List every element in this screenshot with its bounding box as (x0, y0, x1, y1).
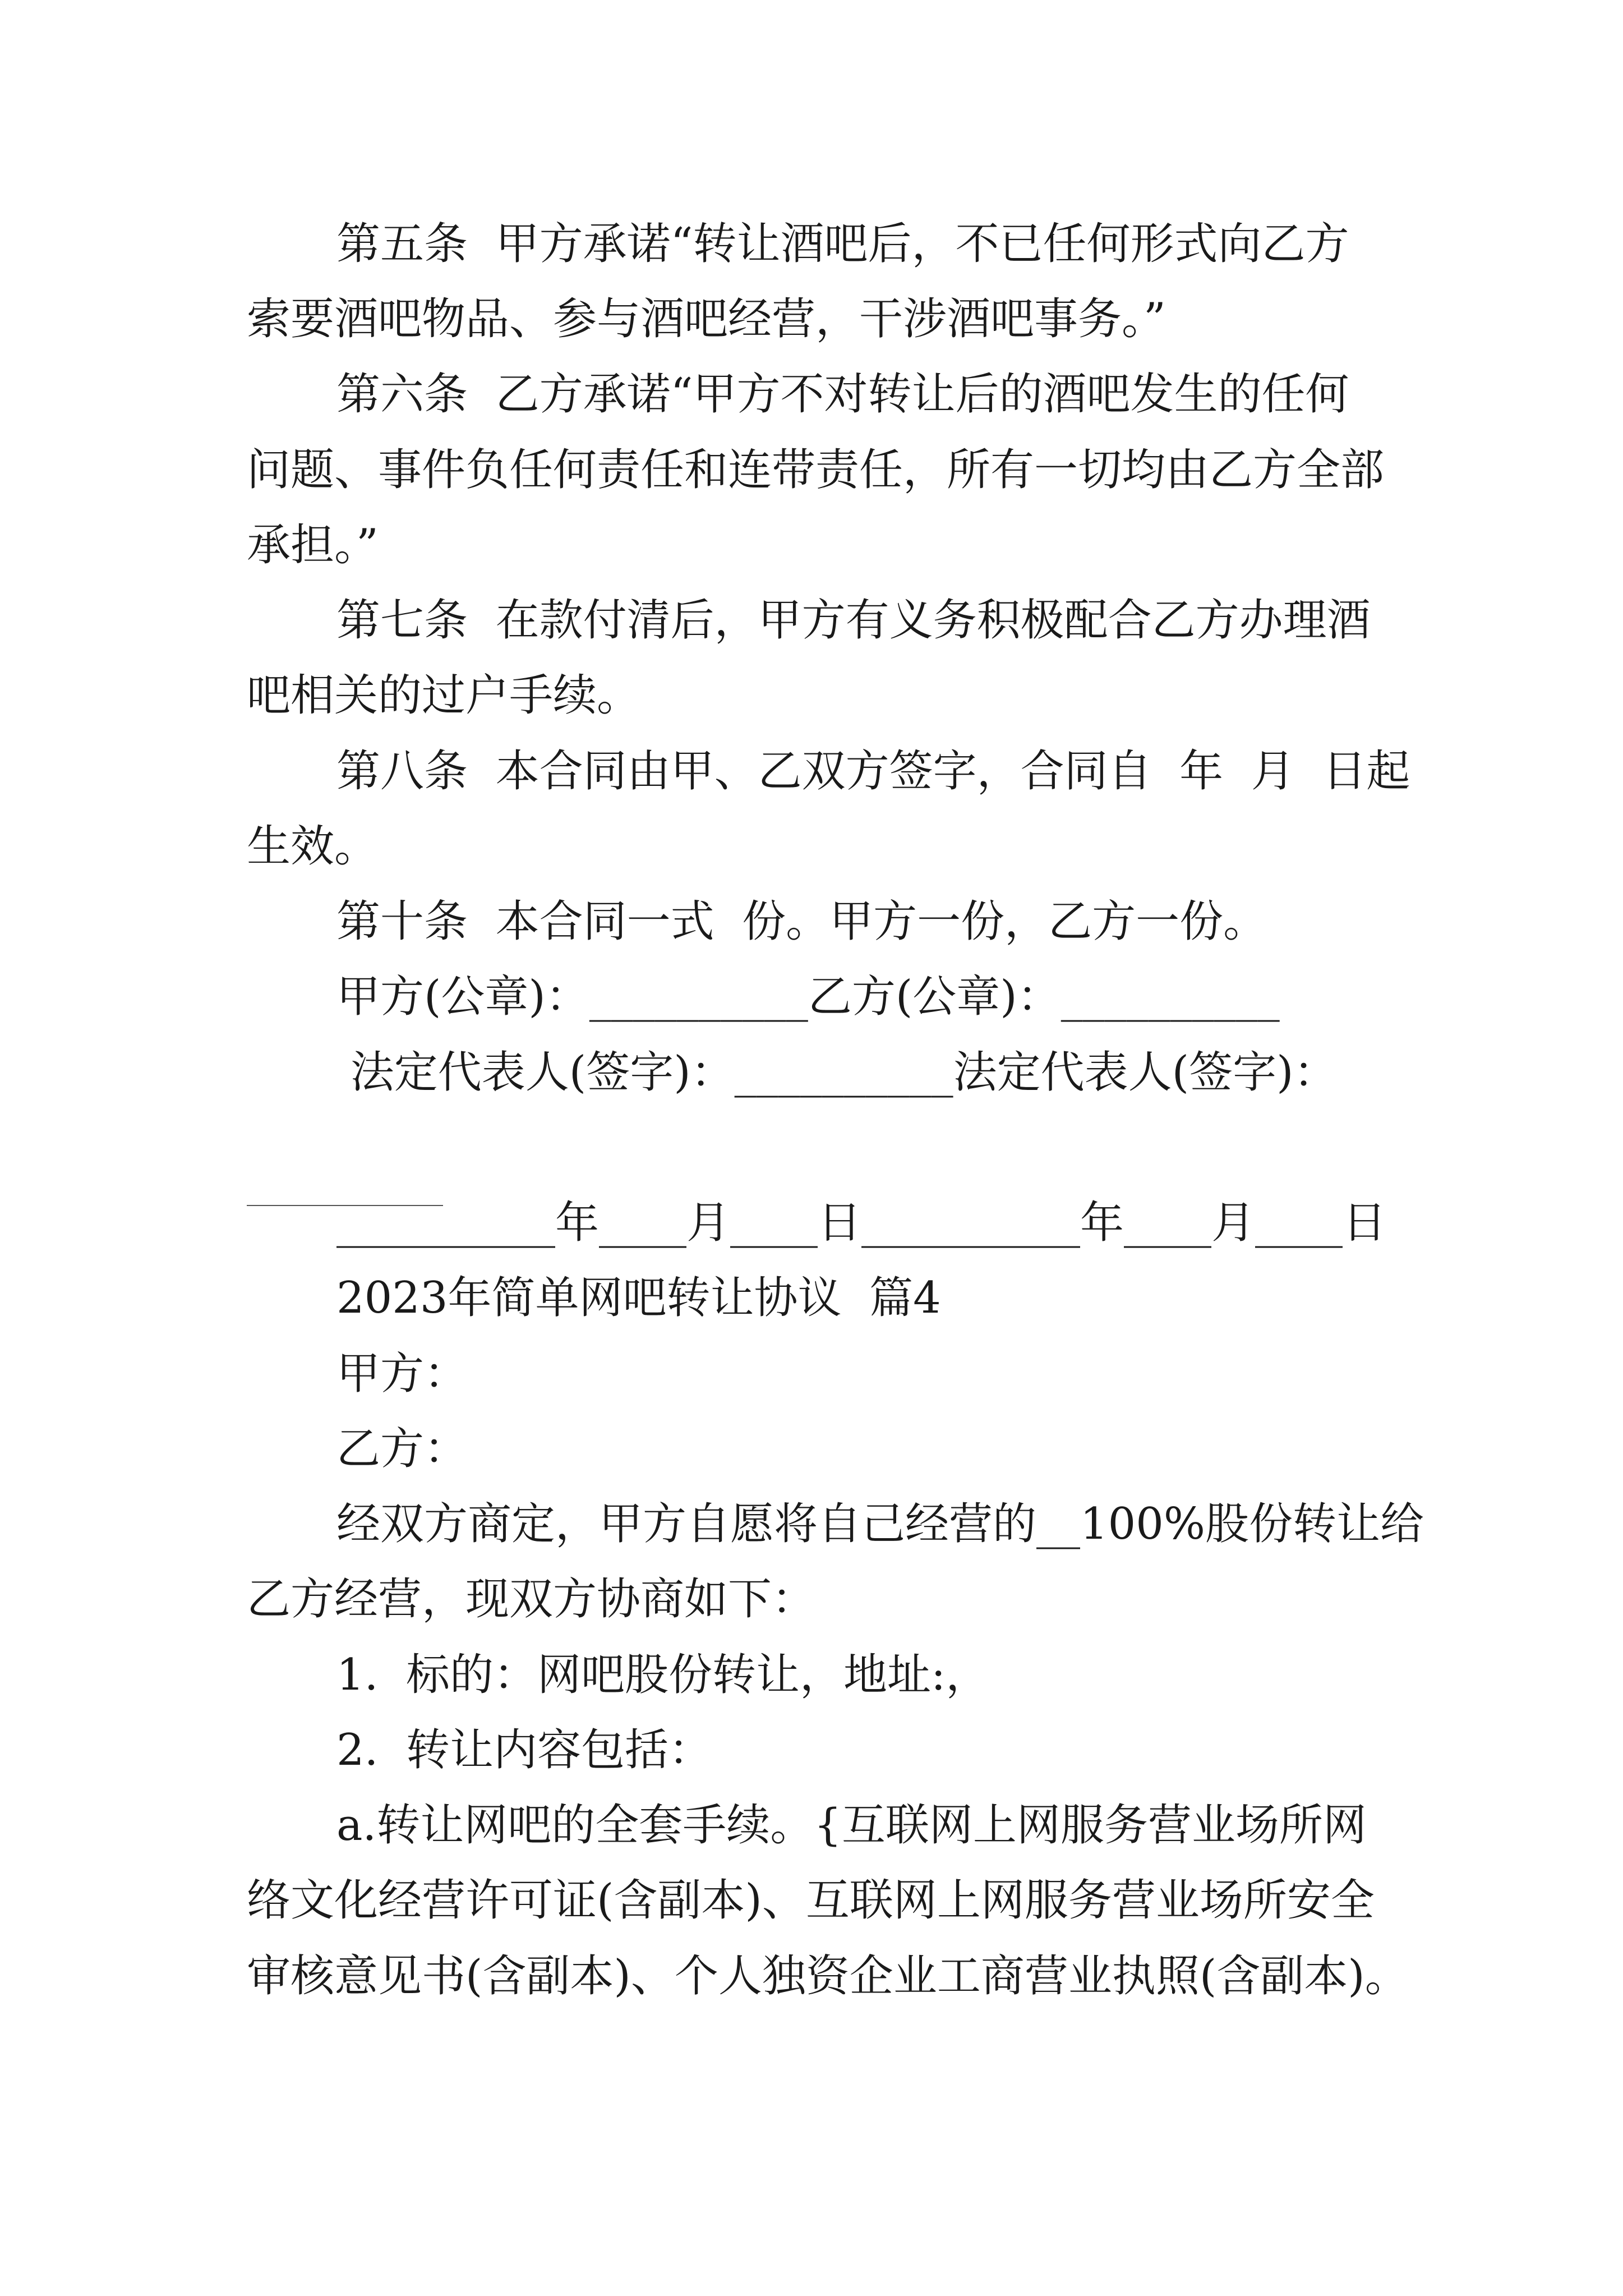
article-7-line-2: 吧相关的过户手续。 (247, 670, 641, 721)
article-6-line-3: 承担。” (247, 520, 379, 570)
article-6-line-1: 第六条 乙方承诺“甲方不对转让后的酒吧发生的任何 (336, 369, 1349, 420)
article-5-line-2: 索要酒吧物品、参与酒吧经营，干涉酒吧事务。” (247, 294, 1166, 344)
article-8-line-2: 生效。 (247, 821, 379, 872)
article-7-line-1: 第七条 在款付清后，甲方有义务积极配合乙方办理酒 (336, 595, 1371, 646)
intro-line-1: 经双方商定，甲方自愿将自己经营的__100%股份转让给 (336, 1499, 1424, 1549)
party-b-label: 乙方： (336, 1424, 468, 1474)
article-8-line-1: 第八条 本合同由甲、乙双方签字，合同自 年 月 日起 (336, 746, 1410, 797)
seal-signature-line: 甲方(公章)：__________乙方(公章)：__________ (336, 972, 1280, 1022)
intro-line-2: 乙方经营，现双方协商如下： (247, 1574, 816, 1625)
item-a-line-3: 审核意见书(含副本)、个人独资企业工商营业执照(含副本)。 (247, 1951, 1409, 2001)
article-10: 第十条 本合同一式 份。甲方一份，乙方一份。 (336, 896, 1267, 947)
section-title: 2023年简单网吧转让协议 篇4 (336, 1273, 941, 1323)
item-a-line-1: a.转让网吧的全套手续。{互联网上网服务营业场所网 (336, 1800, 1367, 1851)
date-line: __________年____月____日__________年____月____日 (336, 1198, 1387, 1248)
representative-signature-line: 法定代表人(签字)：__________法定代表人(签字)： (336, 1047, 1338, 1098)
article-5-line-1: 第五条 甲方承诺“转让酒吧后，不已任何形式向乙方 (336, 219, 1349, 269)
item-a-line-2: 络文化经营许可证(含副本)、互联网上网服务营业场所安全 (247, 1875, 1375, 1926)
item-2: 2. 转让内容包括： (336, 1725, 713, 1775)
article-6-line-2: 问题、事件负任何责任和连带责任，所有一切均由乙方全部 (247, 445, 1385, 495)
party-a-label: 甲方： (336, 1349, 468, 1399)
item-1: 1. 标的：网吧股份转让，地址:， (336, 1650, 990, 1700)
